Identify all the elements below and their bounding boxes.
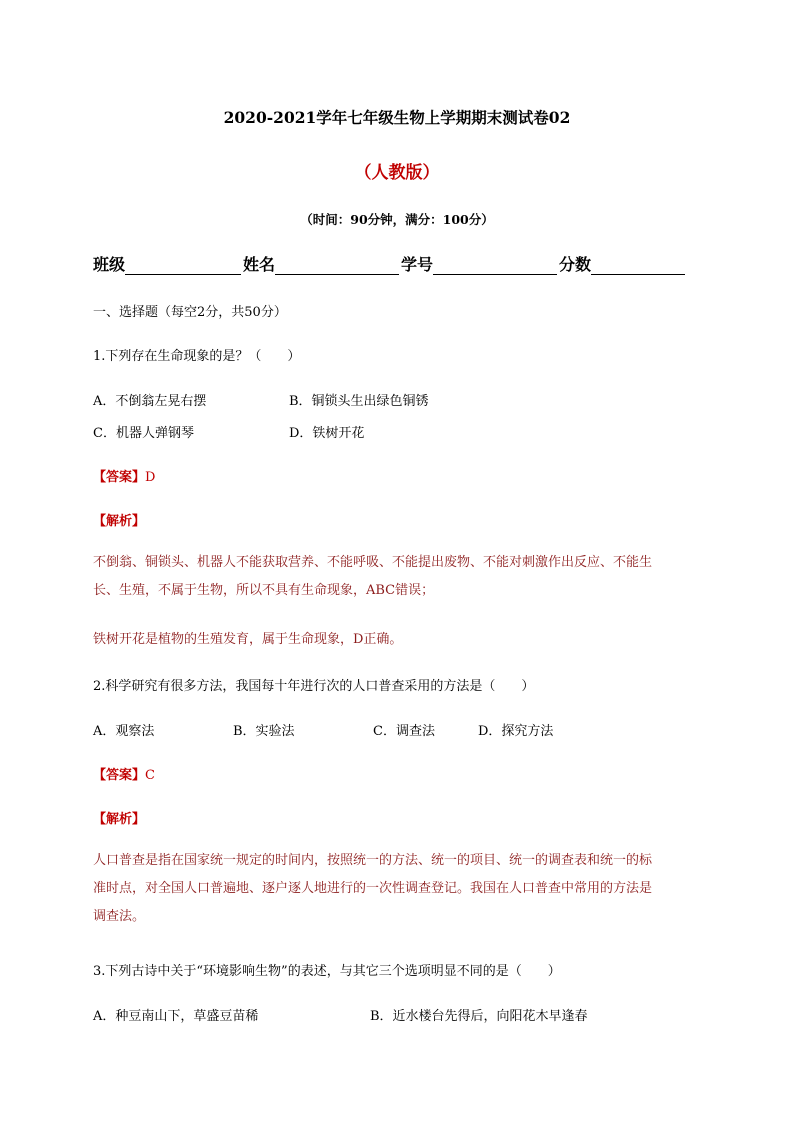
q3-option-a: A．种豆南山下，草盛豆苗稀	[93, 1009, 259, 1024]
name-label: 姓名	[243, 255, 276, 274]
id-label: 学号	[401, 255, 434, 274]
q2-analysis	[93, 847, 703, 931]
answer-value: C	[145, 768, 155, 783]
q3-option-b: B．近水楼台先得后，向阳花木早逢春	[370, 1009, 588, 1024]
answer-tag: 【答案】	[93, 470, 146, 485]
q2-option-d: D．探究方法	[478, 724, 554, 739]
analysis-line: 准时点，对全国人口普遍地、逐户逐人地进行的一次性调查登记。我国在人口普查中常用的方法是	[93, 881, 653, 896]
q1-analysis-tag: 【解析】	[93, 514, 146, 529]
id-blank[interactable]	[433, 256, 557, 275]
q1-option-c: C．机器人弹钢琴	[93, 426, 194, 441]
q2-option-c: C．调查法	[373, 724, 435, 739]
answer-value: D	[145, 470, 156, 485]
q1-option-b: B．铜锁头生出绿色铜锈	[289, 394, 429, 409]
q2-answer	[93, 764, 155, 783]
section-heading: 一、选择题（每空2分，共50分）	[93, 305, 287, 320]
q1-answer	[93, 466, 155, 485]
analysis-line: 调查法。	[93, 909, 146, 924]
score-blank[interactable]	[591, 256, 685, 275]
q2-option-a: A．观察法	[93, 724, 155, 739]
analysis-line: 不倒翁、铜锁头、机器人不能获取营养、不能呼吸、不能提出废物、不能对刺激作出反应、不能生	[93, 555, 653, 570]
name-blank[interactable]	[275, 256, 399, 275]
answer-tag: 【答案】	[93, 768, 146, 783]
time-info: （时间：90分钟，满分：100分）	[300, 212, 494, 227]
q1-option-d: D．铁树开花	[289, 426, 365, 441]
question-1-stem: 1.下列存在生命现象的是？（ ）	[93, 349, 301, 364]
analysis-line: 铁树开花是植物的生殖发育，属于生命现象，D正确。	[93, 632, 403, 647]
score-label: 分数	[559, 255, 592, 274]
student-info-line	[93, 252, 687, 275]
exam-title: 2020-2021学年七年级生物上学期期末测试卷02	[223, 108, 571, 127]
question-3-stem: 3.下列古诗中关于“环境影响生物”的表述，与其它三个选项明显不同的是（ ）	[93, 964, 561, 979]
q2-analysis-tag: 【解析】	[93, 812, 146, 827]
class-label: 班级	[93, 255, 126, 274]
question-2-stem: 2.科学研究有很多方法，我国每十年进行次的人口普查采用的方法是（ ）	[93, 679, 535, 694]
edition-label: （人教版）	[354, 163, 440, 183]
analysis-line: 长、生殖，不属于生物，所以不具有生命现象，ABC错误；	[93, 583, 435, 598]
q1-option-a: A．不倒翁左晃右摆	[93, 394, 207, 409]
q2-option-b: B．实验法	[233, 724, 295, 739]
analysis-line: 人口普查是指在国家统一规定的时间内，按照统一的方法、统一的项目、统一的调查表和统一的标	[93, 853, 653, 868]
q1-analysis-extra	[93, 626, 703, 654]
q1-analysis	[93, 549, 703, 605]
class-blank[interactable]	[125, 256, 241, 275]
